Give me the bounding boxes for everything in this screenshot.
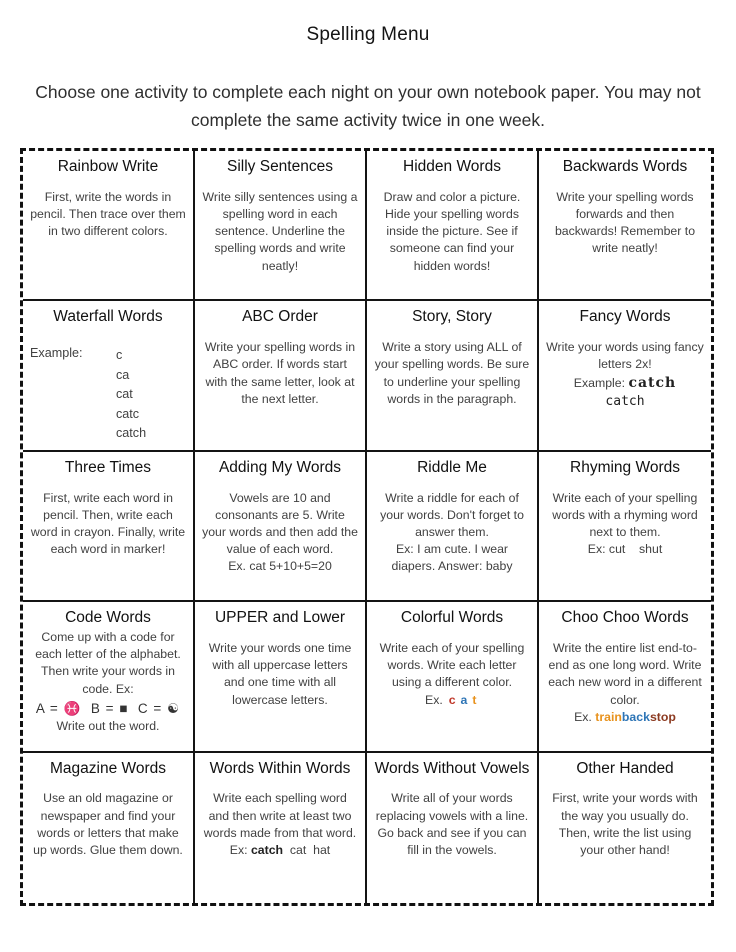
example-bold-word: catch [250,843,284,858]
cell-three-times [23,452,195,602]
example-label: Ex. [425,692,447,707]
cell-title: Waterfall Words [53,308,163,326]
code-symbols-line: A = ♓ B = ■ C = ☯ [35,700,181,716]
cell-abc-order [195,301,367,451]
cell-title: Fancy Words [579,308,671,326]
waterfall-example [30,346,186,444]
cell-title: UPPER and Lower [214,609,346,627]
colored-letter-a: a [460,692,468,707]
cell-title: ABC Order [242,308,318,326]
example-label: Example: [573,375,629,390]
cell-body: First, write each word in pencil. Then, write each word in crayon. Finally, write each word in marker! [30,490,186,557]
cell-title: Other Handed [576,759,674,777]
colorful-example [374,692,530,709]
cell-footer: Write out the word. [56,718,160,733]
cell-waterfall-words [23,301,195,451]
cell-rainbow-write [23,151,195,301]
cell-body: Write a riddle for each of your words. Don't forget to answer them. [380,490,524,540]
cell-title: Code Words [65,609,151,627]
fancy-word: catch [628,374,677,391]
cell-title: Riddle Me [417,458,487,476]
cell-title: Colorful Words [400,609,504,627]
cell-body: Write each of your spelling words. Write each letter using a different color. [379,641,525,690]
colored-segment-train: train [595,709,622,724]
instructions-text: Choose one activity to complete each night on your own notebook paper. You may not complete the same activity twice in one week. [35,82,701,130]
cell-body: First, write the words in pencil. Then trace over them in two different colors. [30,189,186,239]
fancy-example [546,374,704,412]
cell-title: Silly Sentences [227,158,333,175]
page-title: Spelling Menu [306,24,430,45]
example-word: cat [116,387,133,402]
example-word: catc [116,406,140,421]
cell-title: Choo Choo Words [561,609,689,627]
example-line: Ex: cut shut [587,542,663,557]
example-rest: cat hat [283,843,331,858]
cell-words-within-words [195,753,367,903]
cell-hidden-words [367,151,539,301]
cell-body: Come up with a code for each letter of the alphabet. Then write your words in code. Ex: [35,630,181,696]
example-label: Example: [30,346,83,361]
cell-title: Words Without Vowels [374,759,530,777]
cell-colorful-words [367,602,539,752]
cell-rhyming-words [539,452,711,602]
example-word: ca [116,367,130,382]
cell-backwards-words [539,151,711,301]
cell-title: Rainbow Write [57,158,159,175]
cell-title: Magazine Words [49,759,166,777]
example-label: Ex. [574,709,596,724]
colored-letter-t: t [472,692,477,707]
colored-letter-c: c [448,692,456,707]
cell-body: Write each spelling word and then write at least two words made from that word. [203,791,357,840]
activity-grid [20,148,714,906]
colored-segment-back: back [621,709,650,724]
typewriter-word: catch [605,394,645,410]
cell-title: Words Within Words [209,759,351,777]
cell-body: Use an old magazine or newspaper and find your words or letters that make up words. Glue them down. [33,791,183,858]
cell-other-handed [539,753,711,903]
cell-fancy-words [539,301,711,451]
cell-code-words [23,602,195,752]
cell-title: Rhyming Words [570,458,680,476]
cell-title: Adding My Words [218,458,342,476]
cell-silly-sentences [195,151,367,301]
cell-title: Hidden Words [403,158,501,175]
example-word-list [116,346,146,444]
cell-body: Write the entire list end-to-end as one long word. Write each new word in a different color. [548,641,702,707]
cell-title: Backwards Words [562,158,688,175]
cell-title: Three Times [64,458,152,476]
cell-story-story [367,301,539,451]
cell-body: Write a story using ALL of your spelling words. Be sure to underline your spelling words in the paragraph. [374,340,530,406]
example-line: Ex: I am cute. I wear diapers. Answer: baby [391,542,513,574]
cell-body: Write all of your words replacing vowels with a line. Go back and see if you can fill in the vowels. [375,791,529,858]
cell-body: Write each of your spelling words with a rhyming word next to them. [552,490,698,540]
example-label: Ex: [229,843,251,858]
cell-riddle-me [367,452,539,602]
choo-choo-example [546,709,704,726]
colored-segment-stop: stop [649,709,676,724]
cell-title: Story, Story [412,308,492,326]
cell-body: Write your words using fancy letters 2x! [546,340,704,372]
cell-body: Write your spelling words forwards and then backwards! Remember to write neatly! [554,189,696,256]
cell-body: Write silly sentences using a spelling word in each sentence. Underline the spelling words and write neatly! [202,189,358,273]
cell-body: First, write your words with the way you usually do. Then, write the list using your other hand! [552,791,698,858]
example-word: c [116,348,123,363]
cell-choo-choo-words [539,602,711,752]
example-word: catch [116,426,147,441]
cell-body: Write your words one time with all uppercase letters and one time with all lowercase letters. [208,641,352,707]
cell-upper-and-lower [195,602,367,752]
cell-adding-my-words [195,452,367,602]
cell-body: Draw and color a picture. Hide your spelling words inside the picture. See if someone can find your hidden words! [383,189,521,273]
cell-magazine-words [23,753,195,903]
cell-words-without-vowels [367,753,539,903]
cell-body: Write your spelling words in ABC order. If words start with the same letter, look at the next letter. [204,340,356,406]
example-line: Ex. cat 5+10+5=20 [228,559,332,574]
cell-body: Vowels are 10 and consonants are 5. Write your words and then add the value of each word. [202,490,358,557]
words-within-example [202,842,358,859]
